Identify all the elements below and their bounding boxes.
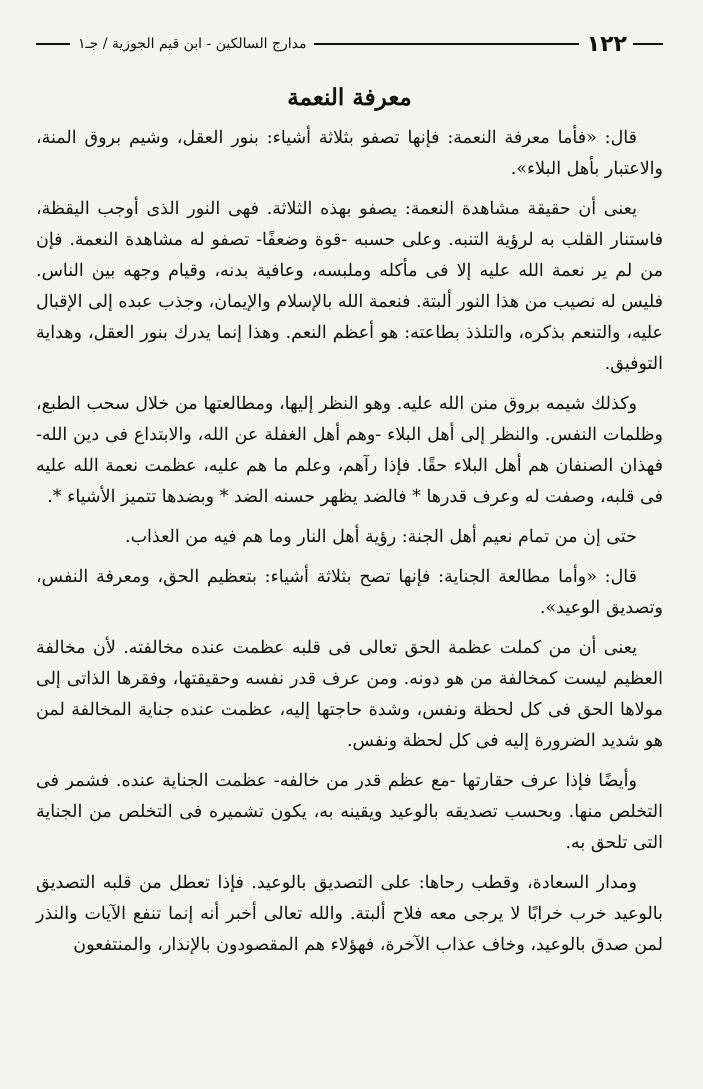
paragraph-8: ومدار السعادة، وقطب رحاها: على التصديق بالوعيد. فإذا تعطل من قلبه التصديق بالوعيد خرب خرابًا لا يرجى معه فلاح ألبتة. والله تعالى أخبر أنه إنما تنفع الآيات والنذر لمن صدق بالوعيد، وخاف عذاب الآخرة، فهؤلاء هم المقصودون بالإنذار، والمنتفعون [36, 873, 663, 955]
header-rule-middle [314, 43, 578, 45]
page-header [36, 22, 663, 66]
page-number: ١٢٢ [586, 31, 627, 57]
paragraph-3: وكذلك شيمه بروق منن الله عليه. وهو النظر إليها، ومطالعتها من خلال سحب الطبع، وظلمات النفس. والنظر إلى أهل البلاء -وهم أهل الغفلة عن الله، والابتداع فى دين الله- فهذان الصنفان هم أهل البلاء حقًا. فإذا رآهم، وعلم ما هم عليه، عظمت نعمة الله عليه فى قلبه، وصفت له وعرف قدرها * فالضد يظهر حسنه الضد * وبضدها تتميز الأشياء *. [36, 394, 663, 507]
paragraph-1: قال: «فأما معرفة النعمة: فإنها تصفو بثلاثة أشياء: بنور العقل، وشيم بروق المنة، والاعتبار بأهل البلاء». [36, 128, 663, 179]
paragraph-5: قال: «وأما مطالعة الجناية: فإنها تصح بثلاثة أشياء: بتعظيم الحق، ومعرفة النفس، وتصديق الوعيد». [36, 567, 663, 618]
paragraph-4: حتى إن من تمام نعيم أهل الجنة: رؤية أهل النار وما هم فيه من العذاب. [125, 527, 637, 547]
section-title: معرفة النعمة [287, 84, 412, 111]
paragraph-2: يعنى أن حقيقة مشاهدة النعمة: يصفو بهذه الثلاثة. فهى النور الذى أوجب اليقظة، فاستنار القلب به لرؤية التنبه. وعلى حسبه -قوة وضعفًا- تصفو له مشاهدة النعمة. فإن من لم ير نعمة الله عليه إلا فى مأكله وملبسه، وعافية بدنه، وقيام وجهه بين الناس. فليس له نصيب من هذا النور ألبتة. فنعمة الله بالإسلام والإيمان، وجذب عبده إلى الإقبال عليه، والتنعم بذكره، والتلذذ بطاعته: هو أعظم النعم. وهذا إنما يدرك بنور العقل، وهداية التوفيق. [35, 199, 663, 374]
running-title: مدارج السالكين - ابن قيم الجوزية / جـ١ [78, 36, 307, 52]
header-rule-right [633, 43, 663, 45]
paragraph-6: يعنى أن من كملت عظمة الحق تعالى فى قلبه عظمت عنده مخالفته. لأن مخالفة العظيم ليست كمخالفة من هو دونه. ومن عرف قدر نفسه وحقيقتها، وفقرها الذاتى إلى مولاها الحق فى كل لحظة ونفس، وشدة حاجتها إليه، عظمت عنده جناية المخالفة لمن هو شديد الضرورة إليه فى كل لحظة ونفس. [36, 638, 663, 751]
paragraph-7: وأيضًا فإذا عرف حقارتها -مع عظم قدر من خالفه- عظمت الجناية عنده. فشمر فى التخلص منها. وبحسب تصديقه بالوعيد ويقينه به، يكون تشميره فى التخلص من الجناية التى تلحق به. [36, 771, 663, 853]
header-rule-left [36, 43, 70, 45]
